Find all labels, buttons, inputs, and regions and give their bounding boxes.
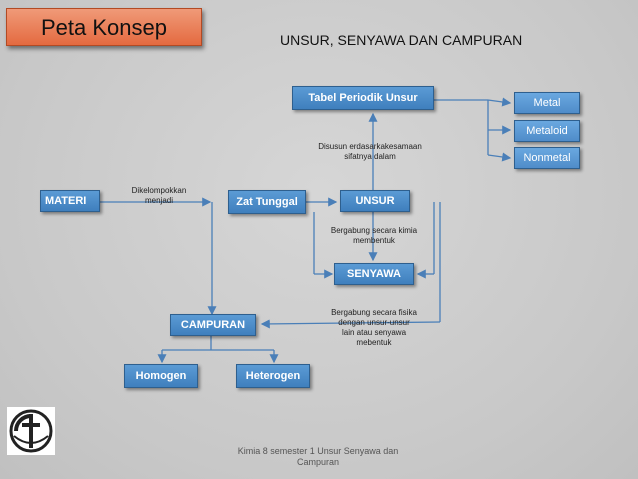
label-line: menjadi [144,196,173,205]
node-heterogen: Heterogen [236,364,310,388]
footer-line: Campuran [296,457,340,467]
node-homogen: Homogen [124,364,198,388]
label-dikelompokkan [122,186,196,206]
footer-line: Kimia 8 semester 1 Unsur Senyawa dan [237,446,399,456]
label-line: Bergabung secara kimia [330,226,418,235]
label-bergabung-kimia [324,226,424,246]
label-line: membentuk [353,236,395,245]
node-metal: Metal [514,92,580,114]
slide-footer [228,446,408,468]
node-metaloid: Metaloid [514,120,580,142]
label-line: dengan unsur-unsur [338,318,410,327]
label-line: Bergabung secara fisika [331,308,417,317]
label-line: lain atau senyawa [341,328,407,337]
label-line: sifatnya dalam [344,152,396,161]
node-senyawa: SENYAWA [334,263,414,285]
label-line: Disusun erdasarkakesamaan [318,142,422,151]
label-line: mebentuk [356,338,392,347]
school-logo-icon [6,406,56,456]
node-tabel-periodik: Tabel Periodik Unsur [292,86,434,110]
node-unsur: UNSUR [340,190,410,212]
node-zat-tunggal: Zat Tunggal [228,190,306,214]
slide-title: Peta Konsep [6,8,202,46]
label-bergabung-fisika [320,308,428,348]
slide-subtitle: UNSUR, SENYAWA DAN CAMPURAN [280,32,523,48]
node-materi: MATERI [40,190,100,212]
node-nonmetal: Nonmetal [514,147,580,169]
label-line: Dikelompokkan [131,186,187,195]
node-campuran: CAMPURAN [170,314,256,336]
label-disusun [312,142,428,162]
